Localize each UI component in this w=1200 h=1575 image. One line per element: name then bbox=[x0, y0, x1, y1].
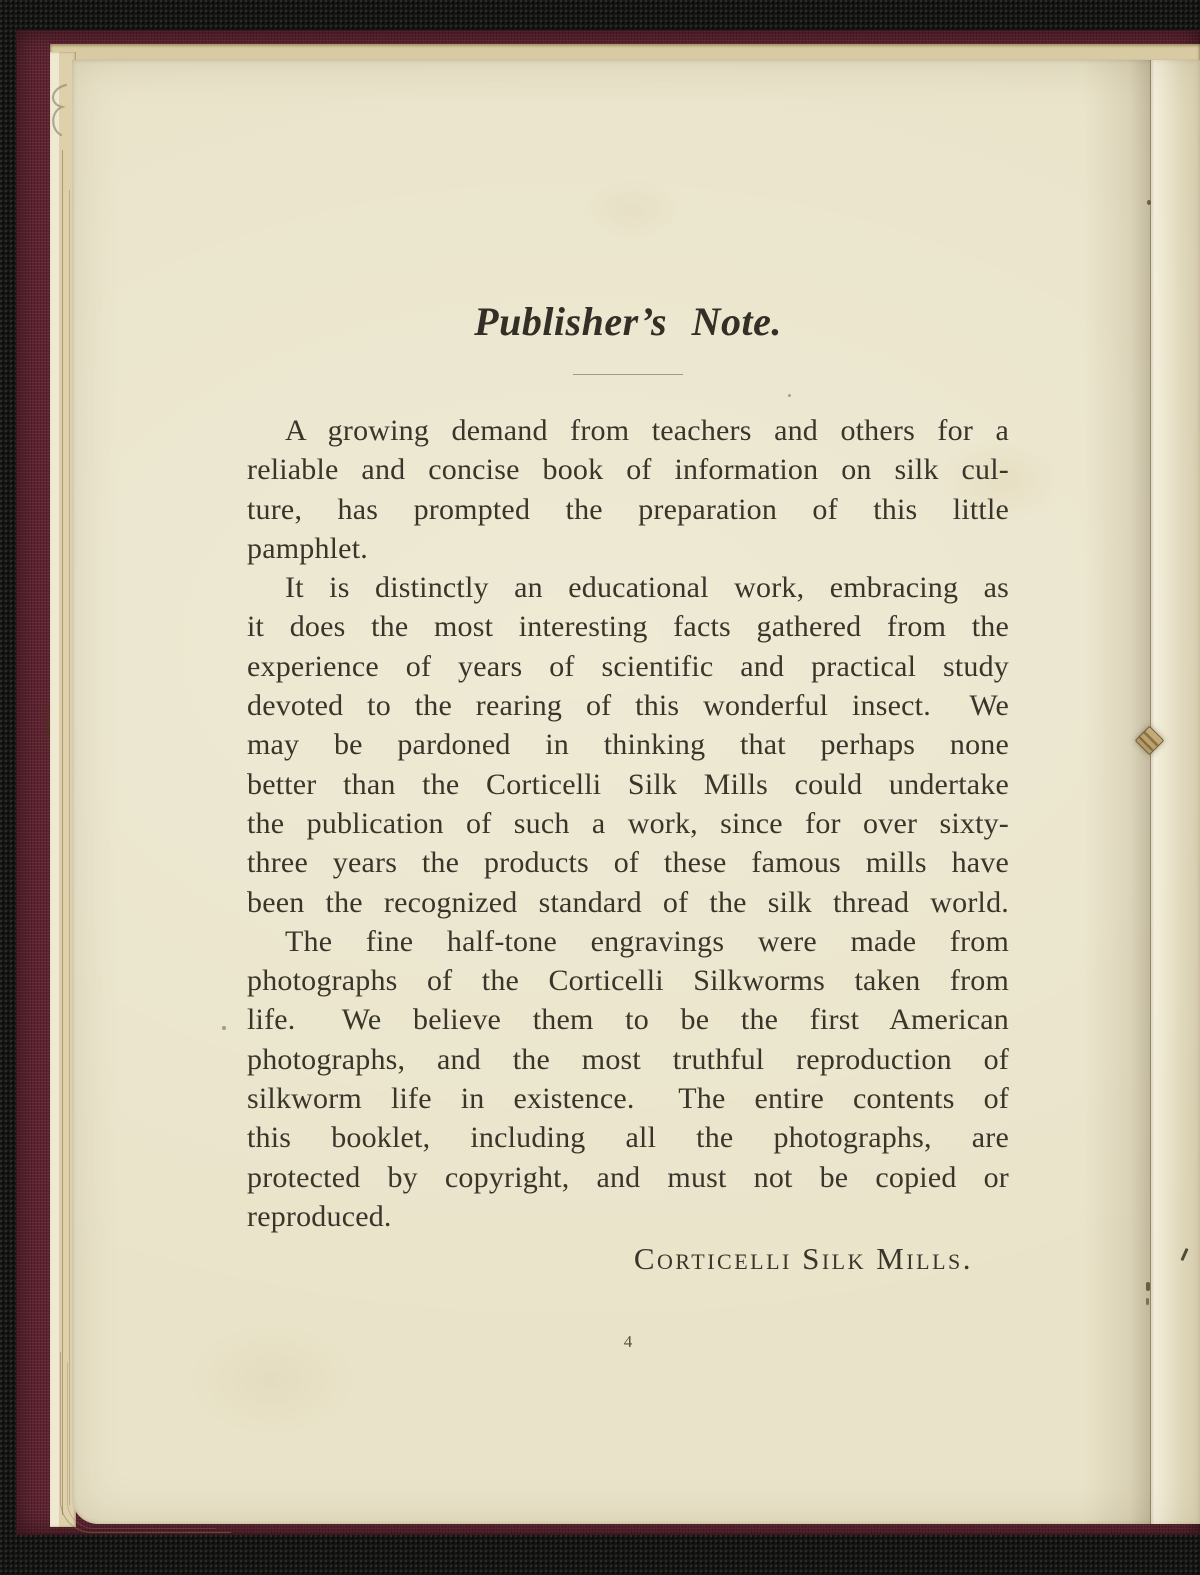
title-divider-rule bbox=[573, 374, 683, 375]
page-edge-line bbox=[69, 190, 70, 1505]
text-line: protected by copyright, and must not be copied or bbox=[247, 1160, 1009, 1194]
text-column bbox=[247, 300, 1009, 1280]
page-title: Publisher’s Note. bbox=[474, 299, 782, 344]
paragraph bbox=[247, 922, 1009, 1236]
text-line: photographs of the Corticelli Silkworms taken from bbox=[247, 964, 1009, 998]
text-line: may be pardoned in thinking that perhaps none bbox=[247, 728, 1009, 762]
text-line: better than the Corticelli Silk Mills could undertake bbox=[247, 767, 1009, 801]
text-line: this booklet, including all the photographs, are bbox=[247, 1121, 1009, 1155]
page-number: 4 bbox=[623, 1332, 633, 1351]
paragraph bbox=[247, 411, 1009, 568]
scan-speck bbox=[1146, 1298, 1149, 1305]
text-line: It is distinctly an educational work, embracing as bbox=[285, 571, 1009, 605]
gutter-shadow bbox=[1084, 60, 1154, 1524]
scan-speck bbox=[222, 1026, 226, 1030]
text-line: been the recognized standard of the silk thread world. bbox=[247, 885, 1009, 919]
body-text bbox=[247, 411, 1009, 1236]
text-line: The fine half-tone engravings were made from bbox=[285, 924, 1009, 958]
text-line: life. We believe them to be the first American bbox=[247, 1003, 1009, 1037]
text-line: experience of years of scientific and practical study bbox=[247, 649, 1009, 683]
next-page-strip bbox=[1151, 60, 1200, 1524]
text-line: ture, has prompted the preparation of this little bbox=[247, 492, 1009, 526]
text-line: silkworm life in existence. The entire contents of bbox=[247, 1082, 1009, 1116]
pencil-mark bbox=[46, 80, 74, 146]
text-line: devoted to the rearing of this wonderful insect. We bbox=[247, 689, 1009, 723]
stacked-page-corner bbox=[67, 1362, 216, 1529]
text-line: it does the most interesting facts gathered from the bbox=[247, 610, 1009, 644]
text-line: pamphlet. bbox=[247, 531, 368, 565]
scan-speck bbox=[1146, 1282, 1150, 1291]
text-line: photographs, and the most truthful reproduction of bbox=[247, 1042, 1009, 1076]
paragraph bbox=[247, 568, 1009, 922]
text-line: reliable and concise book of information on silk cul- bbox=[247, 453, 1009, 487]
scan-speck bbox=[1147, 200, 1151, 205]
text-line: the publication of such a work, since for over sixty- bbox=[247, 806, 1009, 840]
text-line: A growing demand from teachers and others for a bbox=[285, 414, 1009, 447]
text-line: three years the products of these famous mills have bbox=[247, 846, 1009, 880]
text-line: reproduced. bbox=[247, 1199, 392, 1233]
book-page bbox=[72, 60, 1200, 1524]
gutter-fold-line bbox=[1150, 60, 1152, 1524]
signature-line: Corticelli Silk Mills. bbox=[633, 1241, 973, 1277]
page-edge-line bbox=[62, 150, 63, 1515]
